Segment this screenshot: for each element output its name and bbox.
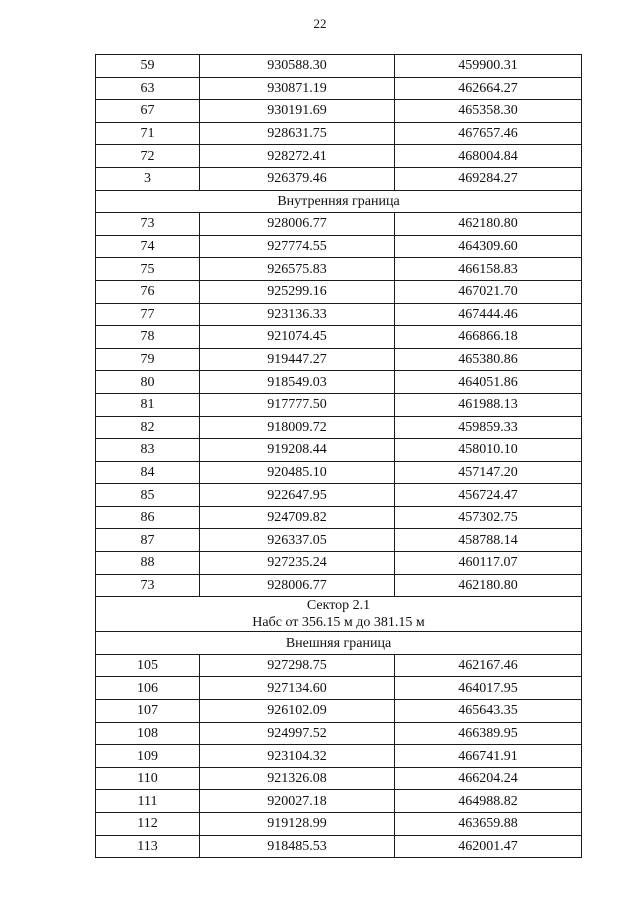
y-coordinate-cell: 457147.20 bbox=[395, 461, 582, 484]
point-number-cell: 105 bbox=[96, 654, 200, 677]
x-coordinate-cell: 926337.05 bbox=[200, 529, 395, 552]
point-number-cell: 80 bbox=[96, 371, 200, 394]
x-coordinate-cell: 928272.41 bbox=[200, 145, 395, 168]
table-row bbox=[96, 767, 582, 790]
point-number-cell: 85 bbox=[96, 484, 200, 507]
x-coordinate-cell: 930871.19 bbox=[200, 77, 395, 100]
point-number-cell: 112 bbox=[96, 813, 200, 836]
point-number-cell: 86 bbox=[96, 506, 200, 529]
table-row bbox=[96, 439, 582, 462]
point-number-cell: 73 bbox=[96, 574, 200, 597]
y-coordinate-cell: 462180.80 bbox=[395, 213, 582, 236]
section-header-row bbox=[96, 632, 582, 655]
sector-height-range: Набс от 356.15 м до 381.15 м bbox=[252, 615, 425, 631]
sector-title: Сектор 2.1 bbox=[306, 598, 371, 614]
table-section-inner-header bbox=[96, 190, 582, 213]
y-coordinate-cell: 469284.27 bbox=[395, 167, 582, 190]
y-coordinate-cell: 461988.13 bbox=[395, 393, 582, 416]
table-row bbox=[96, 552, 582, 575]
y-coordinate-cell: 468004.84 bbox=[395, 145, 582, 168]
x-coordinate-cell: 924709.82 bbox=[200, 506, 395, 529]
point-number-cell: 67 bbox=[96, 100, 200, 123]
y-coordinate-cell: 465380.86 bbox=[395, 348, 582, 371]
table-row bbox=[96, 326, 582, 349]
y-coordinate-cell: 467657.46 bbox=[395, 122, 582, 145]
point-number-cell: 82 bbox=[96, 416, 200, 439]
point-number-cell: 78 bbox=[96, 326, 200, 349]
point-number-cell: 88 bbox=[96, 552, 200, 575]
table-section-a bbox=[96, 55, 582, 191]
table-row bbox=[96, 745, 582, 768]
table-row bbox=[96, 529, 582, 552]
x-coordinate-cell: 925299.16 bbox=[200, 280, 395, 303]
point-number-cell: 81 bbox=[96, 393, 200, 416]
y-coordinate-cell: 464309.60 bbox=[395, 235, 582, 258]
coordinates-table bbox=[95, 54, 582, 858]
y-coordinate-cell: 464017.95 bbox=[395, 677, 582, 700]
x-coordinate-cell: 927134.60 bbox=[200, 677, 395, 700]
y-coordinate-cell: 467444.46 bbox=[395, 303, 582, 326]
y-coordinate-cell: 457302.75 bbox=[395, 506, 582, 529]
x-coordinate-cell: 926379.46 bbox=[200, 167, 395, 190]
table-row bbox=[96, 677, 582, 700]
table-row bbox=[96, 813, 582, 836]
inner-boundary-label: Внутренняя граница bbox=[96, 190, 582, 213]
section-header-row bbox=[96, 190, 582, 213]
table-row bbox=[96, 235, 582, 258]
sector-header-row bbox=[96, 597, 582, 632]
point-number-cell: 107 bbox=[96, 700, 200, 723]
point-number-cell: 3 bbox=[96, 167, 200, 190]
x-coordinate-cell: 928631.75 bbox=[200, 122, 395, 145]
table-section-c bbox=[96, 654, 582, 857]
y-coordinate-cell: 462180.80 bbox=[395, 574, 582, 597]
y-coordinate-cell: 466866.18 bbox=[395, 326, 582, 349]
x-coordinate-cell: 918549.03 bbox=[200, 371, 395, 394]
table-row bbox=[96, 55, 582, 78]
y-coordinate-cell: 467021.70 bbox=[395, 280, 582, 303]
x-coordinate-cell: 917777.50 bbox=[200, 393, 395, 416]
table-row bbox=[96, 654, 582, 677]
y-coordinate-cell: 466204.24 bbox=[395, 767, 582, 790]
table-row bbox=[96, 167, 582, 190]
table-row bbox=[96, 100, 582, 123]
x-coordinate-cell: 921074.45 bbox=[200, 326, 395, 349]
x-coordinate-cell: 928006.77 bbox=[200, 213, 395, 236]
point-number-cell: 83 bbox=[96, 439, 200, 462]
y-coordinate-cell: 459859.33 bbox=[395, 416, 582, 439]
y-coordinate-cell: 466158.83 bbox=[395, 258, 582, 281]
point-number-cell: 71 bbox=[96, 122, 200, 145]
point-number-cell: 109 bbox=[96, 745, 200, 768]
table-row bbox=[96, 416, 582, 439]
table-row bbox=[96, 145, 582, 168]
table-row bbox=[96, 348, 582, 371]
point-number-cell: 111 bbox=[96, 790, 200, 813]
table-row bbox=[96, 461, 582, 484]
point-number-cell: 108 bbox=[96, 722, 200, 745]
x-coordinate-cell: 930588.30 bbox=[200, 55, 395, 78]
point-number-cell: 77 bbox=[96, 303, 200, 326]
table-row bbox=[96, 574, 582, 597]
outer-boundary-label: Внешняя граница bbox=[96, 632, 582, 655]
y-coordinate-cell: 459900.31 bbox=[395, 55, 582, 78]
x-coordinate-cell: 930191.69 bbox=[200, 100, 395, 123]
y-coordinate-cell: 462001.47 bbox=[395, 835, 582, 858]
x-coordinate-cell: 919208.44 bbox=[200, 439, 395, 462]
x-coordinate-cell: 924997.52 bbox=[200, 722, 395, 745]
point-number-cell: 113 bbox=[96, 835, 200, 858]
x-coordinate-cell: 921326.08 bbox=[200, 767, 395, 790]
x-coordinate-cell: 920027.18 bbox=[200, 790, 395, 813]
table-section-b bbox=[96, 213, 582, 597]
point-number-cell: 84 bbox=[96, 461, 200, 484]
x-coordinate-cell: 920485.10 bbox=[200, 461, 395, 484]
y-coordinate-cell: 456724.47 bbox=[395, 484, 582, 507]
x-coordinate-cell: 927235.24 bbox=[200, 552, 395, 575]
table-row bbox=[96, 122, 582, 145]
x-coordinate-cell: 919447.27 bbox=[200, 348, 395, 371]
y-coordinate-cell: 463659.88 bbox=[395, 813, 582, 836]
table-row bbox=[96, 722, 582, 745]
point-number-cell: 72 bbox=[96, 145, 200, 168]
table-row bbox=[96, 371, 582, 394]
x-coordinate-cell: 928006.77 bbox=[200, 574, 395, 597]
x-coordinate-cell: 926575.83 bbox=[200, 258, 395, 281]
x-coordinate-cell: 923136.33 bbox=[200, 303, 395, 326]
y-coordinate-cell: 466389.95 bbox=[395, 722, 582, 745]
y-coordinate-cell: 462664.27 bbox=[395, 77, 582, 100]
y-coordinate-cell: 465358.30 bbox=[395, 100, 582, 123]
table-row bbox=[96, 700, 582, 723]
point-number-cell: 59 bbox=[96, 55, 200, 78]
point-number-cell: 73 bbox=[96, 213, 200, 236]
x-coordinate-cell: 919128.99 bbox=[200, 813, 395, 836]
y-coordinate-cell: 462167.46 bbox=[395, 654, 582, 677]
table-section-sector-header bbox=[96, 597, 582, 655]
table-row bbox=[96, 835, 582, 858]
table-row bbox=[96, 790, 582, 813]
x-coordinate-cell: 927774.55 bbox=[200, 235, 395, 258]
point-number-cell: 74 bbox=[96, 235, 200, 258]
y-coordinate-cell: 464051.86 bbox=[395, 371, 582, 394]
page-number: 22 bbox=[313, 16, 327, 31]
table-row bbox=[96, 77, 582, 100]
sector-header-cell bbox=[96, 597, 582, 632]
y-coordinate-cell: 464988.82 bbox=[395, 790, 582, 813]
y-coordinate-cell: 460117.07 bbox=[395, 552, 582, 575]
point-number-cell: 79 bbox=[96, 348, 200, 371]
point-number-cell: 76 bbox=[96, 280, 200, 303]
y-coordinate-cell: 458788.14 bbox=[395, 529, 582, 552]
x-coordinate-cell: 923104.32 bbox=[200, 745, 395, 768]
table-row bbox=[96, 303, 582, 326]
point-number-cell: 75 bbox=[96, 258, 200, 281]
point-number-cell: 63 bbox=[96, 77, 200, 100]
point-number-cell: 106 bbox=[96, 677, 200, 700]
table-row bbox=[96, 213, 582, 236]
point-number-cell: 87 bbox=[96, 529, 200, 552]
y-coordinate-cell: 465643.35 bbox=[395, 700, 582, 723]
y-coordinate-cell: 466741.91 bbox=[395, 745, 582, 768]
table-row bbox=[96, 258, 582, 281]
table-row bbox=[96, 280, 582, 303]
x-coordinate-cell: 918485.53 bbox=[200, 835, 395, 858]
point-number-cell: 110 bbox=[96, 767, 200, 790]
table-row bbox=[96, 393, 582, 416]
x-coordinate-cell: 926102.09 bbox=[200, 700, 395, 723]
table-row bbox=[96, 484, 582, 507]
y-coordinate-cell: 458010.10 bbox=[395, 439, 582, 462]
x-coordinate-cell: 922647.95 bbox=[200, 484, 395, 507]
x-coordinate-cell: 927298.75 bbox=[200, 654, 395, 677]
table-row bbox=[96, 506, 582, 529]
x-coordinate-cell: 918009.72 bbox=[200, 416, 395, 439]
